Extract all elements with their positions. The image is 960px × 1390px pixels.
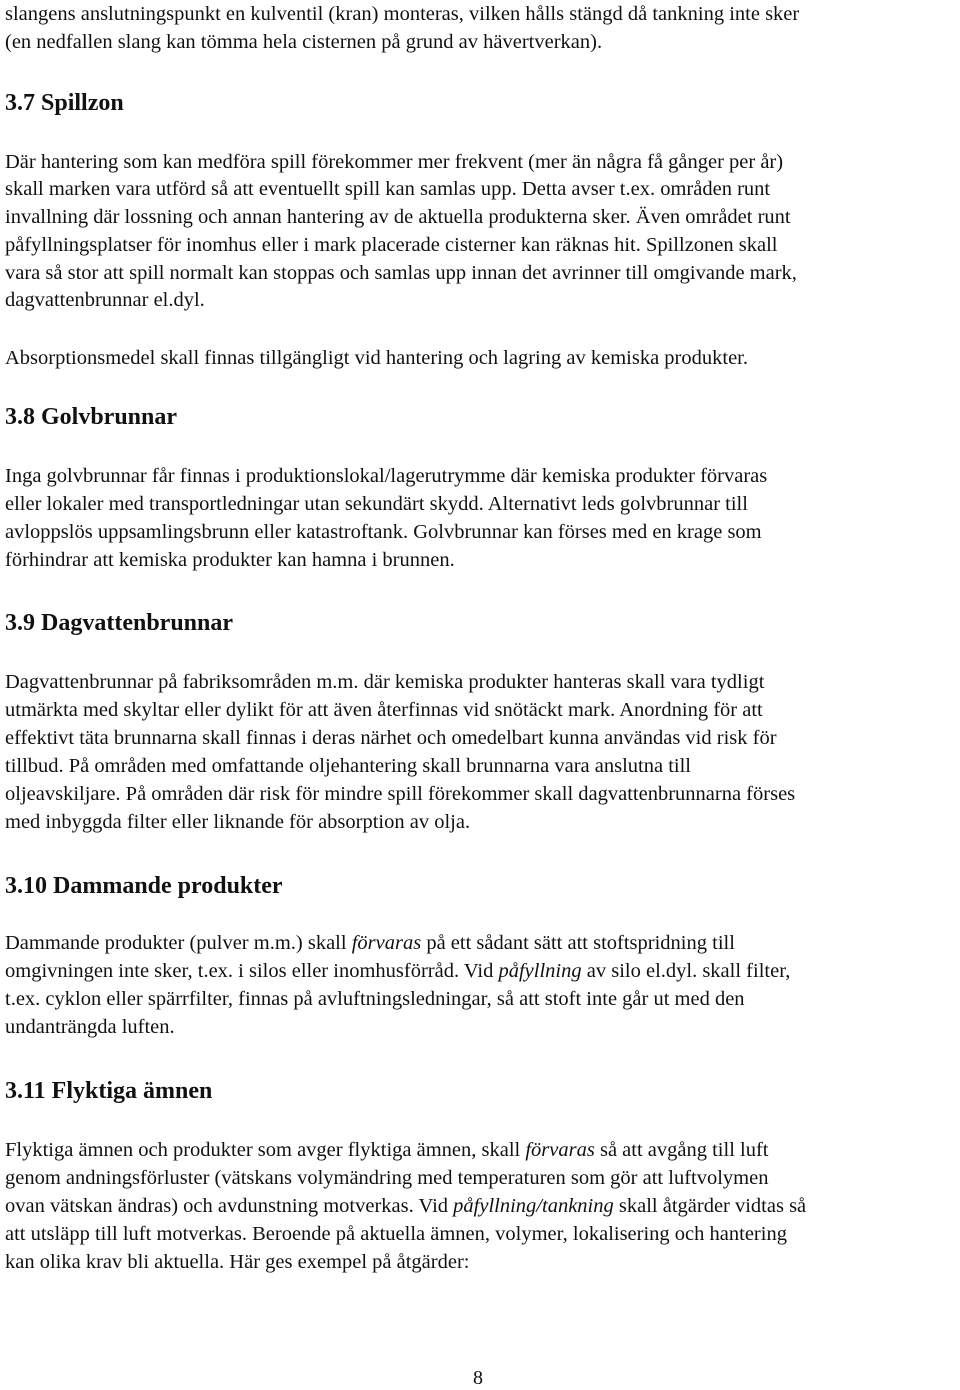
paragraph-line: kan olika krav bli aktuella. Här ges exempel på åtgärder: [5, 1251, 470, 1273]
paragraph-line: att utsläpp till luft motverkas. Beroende på aktuella ämnen, volymer, lokalisering och hantering [5, 1223, 787, 1245]
section-3-7-heading: 3.7 Spillzon [5, 90, 124, 116]
section-3-11-heading: 3.11 Flyktiga ämnen [5, 1078, 213, 1104]
text-run: Flyktiga ämnen och produkter som avger flyktiga ämnen, skall [5, 1139, 526, 1161]
paragraph-line: undanträngda luften. [5, 1016, 175, 1038]
intro-line-1: slangens anslutningspunkt en kulventil (kran) monteras, vilken hålls stängd då tankning inte sker [5, 3, 800, 25]
italic-term: påfyllning [498, 960, 582, 982]
text-run: ovan vätskan ändras) och avdunstning motverkas. Vid [5, 1195, 454, 1217]
text-run: omgivningen inte sker, t.ex. i silos eller inomhusförråd. Vid [5, 960, 499, 982]
section-3-8-heading: 3.8 Golvbrunnar [5, 404, 178, 430]
italic-term: förvaras [525, 1139, 595, 1161]
paragraph-line [5, 1194, 806, 1218]
paragraph-line: med inbyggda filter eller liknande för absorption av olja. [5, 811, 471, 833]
italic-term: förvaras [351, 932, 422, 954]
paragraph-line: vara så stor att spill normalt kan stoppas och samlas upp innan det avrinner till omgivande mark, [5, 262, 797, 284]
italic-term: påfyllning/tankning [453, 1195, 614, 1217]
paragraph-line: Där hantering som kan medföra spill förekommer mer frekvent (mer än några få gånger per år) [5, 151, 784, 173]
text-run: av silo el.dyl. skall filter, [581, 960, 791, 982]
paragraph-line: eller lokaler med transportledningar utan sekundärt skydd. Alternativt leds golvbrunnar till [5, 493, 748, 515]
paragraph-line: effektivt täta brunnarna skall finnas i deras närhet och omedelbart kunna användas vid risk för [5, 727, 777, 749]
paragraph-line [5, 1138, 768, 1162]
intro-line-2: (en nedfallen slang kan tömma hela cisternen på grund av hävertverkan). [5, 31, 603, 53]
paragraph-line: Inga golvbrunnar får finnas i produktionslokal/lagerutrymme där kemiska produkter förvaras [5, 465, 768, 487]
paragraph-line: invallning där lossning och annan hantering av de aktuella produkterna sker. Även området runt [5, 206, 791, 228]
paragraph-line [5, 959, 790, 983]
text-run: på ett sådant sätt att stoftspridning till [421, 932, 735, 954]
paragraph-line: avloppslös uppsamlingsbrunn eller katastroftank. Golvbrunnar kan förses med en krage som [5, 521, 762, 543]
paragraph-line: Absorptionsmedel skall finnas tillgängligt vid hantering och lagring av kemiska produkter. [5, 347, 748, 369]
paragraph-line: tillbud. På områden med omfattande oljehantering skall brunnarna vara anslutna till [5, 755, 691, 777]
page-number: 8 [473, 1367, 483, 1389]
paragraph-line: skall marken vara utförd så att eventuellt spill kan samlas upp. Detta avser t.ex. områden runt [5, 178, 771, 200]
text-run: Dammande produkter (pulver m.m.) skall [5, 932, 352, 954]
section-3-9-heading: 3.9 Dagvattenbrunnar [5, 610, 234, 636]
text-run: skall åtgärder vidtas så [613, 1195, 807, 1217]
paragraph-line: genom andningsförluster (vätskans volymändring med temperaturen som gör att luftvolymen [5, 1167, 769, 1189]
paragraph-line: utmärkta med skyltar eller dylikt för att även återfinnas vid snötäckt mark. Anordning för att [5, 699, 763, 721]
paragraph-line: Dagvattenbrunnar på fabriksområden m.m. där kemiska produkter hanteras skall vara tydligt [5, 671, 765, 693]
paragraph-line [5, 931, 735, 955]
paragraph-line: påfyllningsplatser för inomhus eller i mark placerade cisterner kan räknas hit. Spillzonen skall [5, 234, 778, 256]
paragraph-line: oljeavskiljare. På områden där risk för mindre spill förekommer skall dagvattenbrunnarna förses [5, 783, 796, 805]
paragraph-line: dagvattenbrunnar el.dyl. [5, 289, 205, 311]
paragraph-line: t.ex. cyklon eller spärrfilter, finnas på avluftningsledningar, så att stoft inte går ut med den [5, 988, 745, 1010]
paragraph-line: förhindrar att kemiska produkter kan hamna i brunnen. [5, 549, 455, 571]
text-run: så att avgång till luft [594, 1139, 769, 1161]
section-3-10-heading: 3.10 Dammande produkter [5, 873, 283, 899]
